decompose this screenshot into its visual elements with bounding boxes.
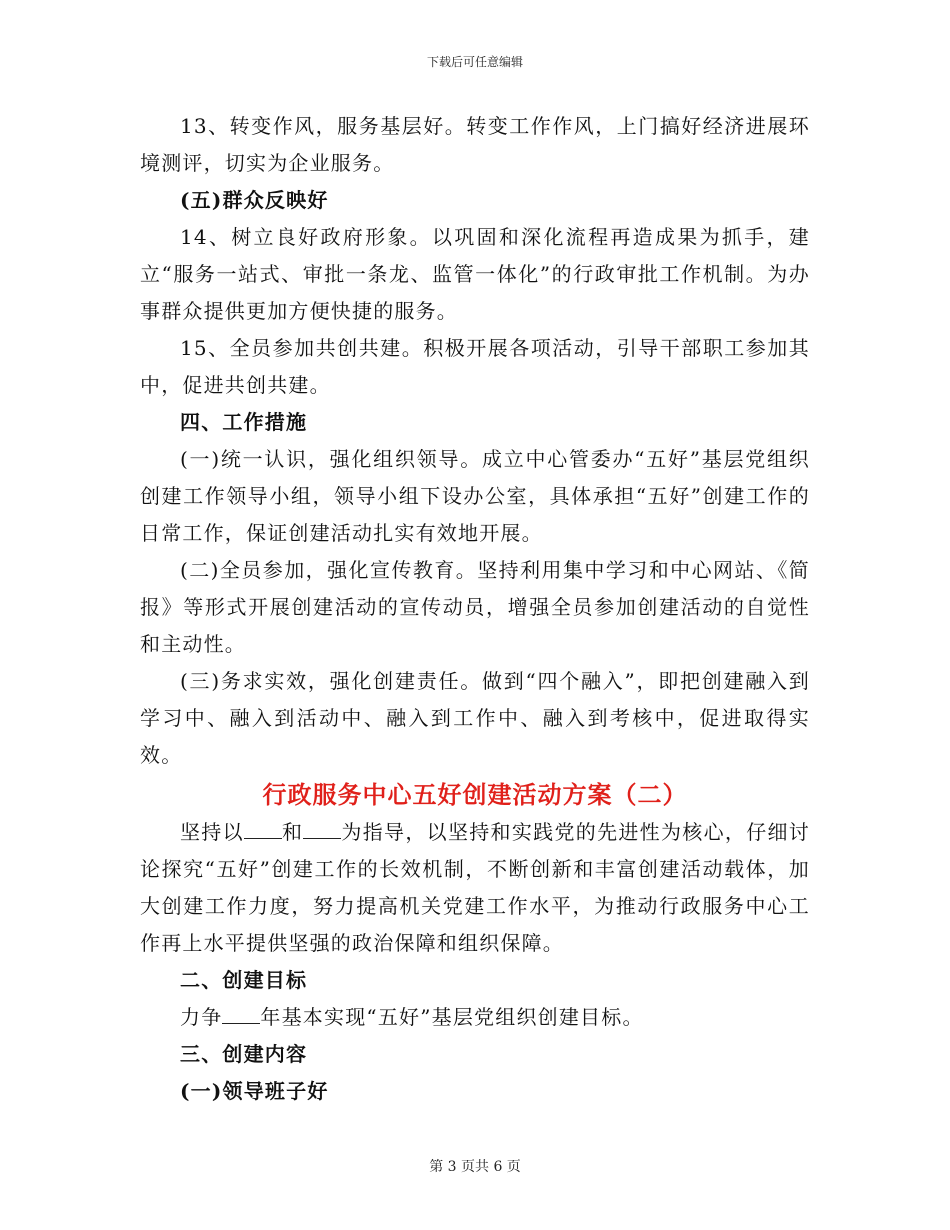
page-footer: 第 3 页共 6 页 <box>429 1159 521 1175</box>
intro-text-b: 和 <box>281 820 304 844</box>
measure-2: (二)全员参加，强化宣传教育。坚持利用集中学习和中心网站、《简报》等形式开展创建活动的宣传动员，增强全员参加创建活动的自觉性和主动性。 <box>140 558 810 656</box>
intro-paragraph <box>140 814 810 962</box>
paragraph-14: 14、树立良好政府形象。以巩固和深化流程再造成果为抓手，建立“服务一站式、审批一条龙、监管一体化”的行政审批工作机制。为办事群众提供更加方便快捷的服务。 <box>140 225 810 323</box>
heading-content: 三、创建内容 <box>180 1042 308 1066</box>
blank-field <box>222 1005 260 1024</box>
page-header: 下载后可任意编辑 <box>426 55 523 69</box>
blank-field <box>244 820 282 839</box>
goal-text-b: 年基本实现“五好”基层党组织创建目标。 <box>260 1005 644 1029</box>
paragraph-15: 15、全员参加共创共建。积极开展各项活动，引导干部职工参加其中，促进共创共建。 <box>140 336 810 397</box>
heading-leadership: (一)领导班子好 <box>180 1079 329 1103</box>
blank-field <box>303 820 341 839</box>
paragraph-13: 13、转变作风，服务基层好。转变工作作风，上门搞好经济进展环境测评，切实为企业服务。 <box>140 114 810 175</box>
document-body <box>140 108 810 1110</box>
section-title: 行政服务中心五好创建活动方案（二） <box>262 780 688 809</box>
heading-group-5: (五)群众反映好 <box>180 188 329 212</box>
goal-text-a: 力争 <box>180 1005 223 1029</box>
intro-text-c: 为指导，以坚持和实践党的先进性为核心，仔细讨论探究“五好”创建工作的长效机制，不断创新和丰富创建活动载体，加大创建工作力度，努力提高机关党建工作水平，为推动行政服务中心工作再上水平提供坚强的政治保障和组织保障。 <box>140 820 810 955</box>
goal-paragraph <box>140 999 810 1036</box>
measure-3: (三)务求实效，强化创建责任。做到“四个融入”，即把创建融入到学习中、融入到活动中、融入到工作中、融入到考核中，促进取得实效。 <box>140 669 810 767</box>
intro-text-a: 坚持以 <box>180 820 244 844</box>
heading-goals: 二、创建目标 <box>180 968 308 992</box>
heading-measures: 四、工作措施 <box>180 410 308 434</box>
measure-1: (一)统一认识，强化组织领导。成立中心管委办“五好”基层党组织创建工作领导小组，领导小组下设办公室，具体承担“五好”创建工作的日常工作，保证创建活动扎实有效地开展。 <box>140 447 810 545</box>
